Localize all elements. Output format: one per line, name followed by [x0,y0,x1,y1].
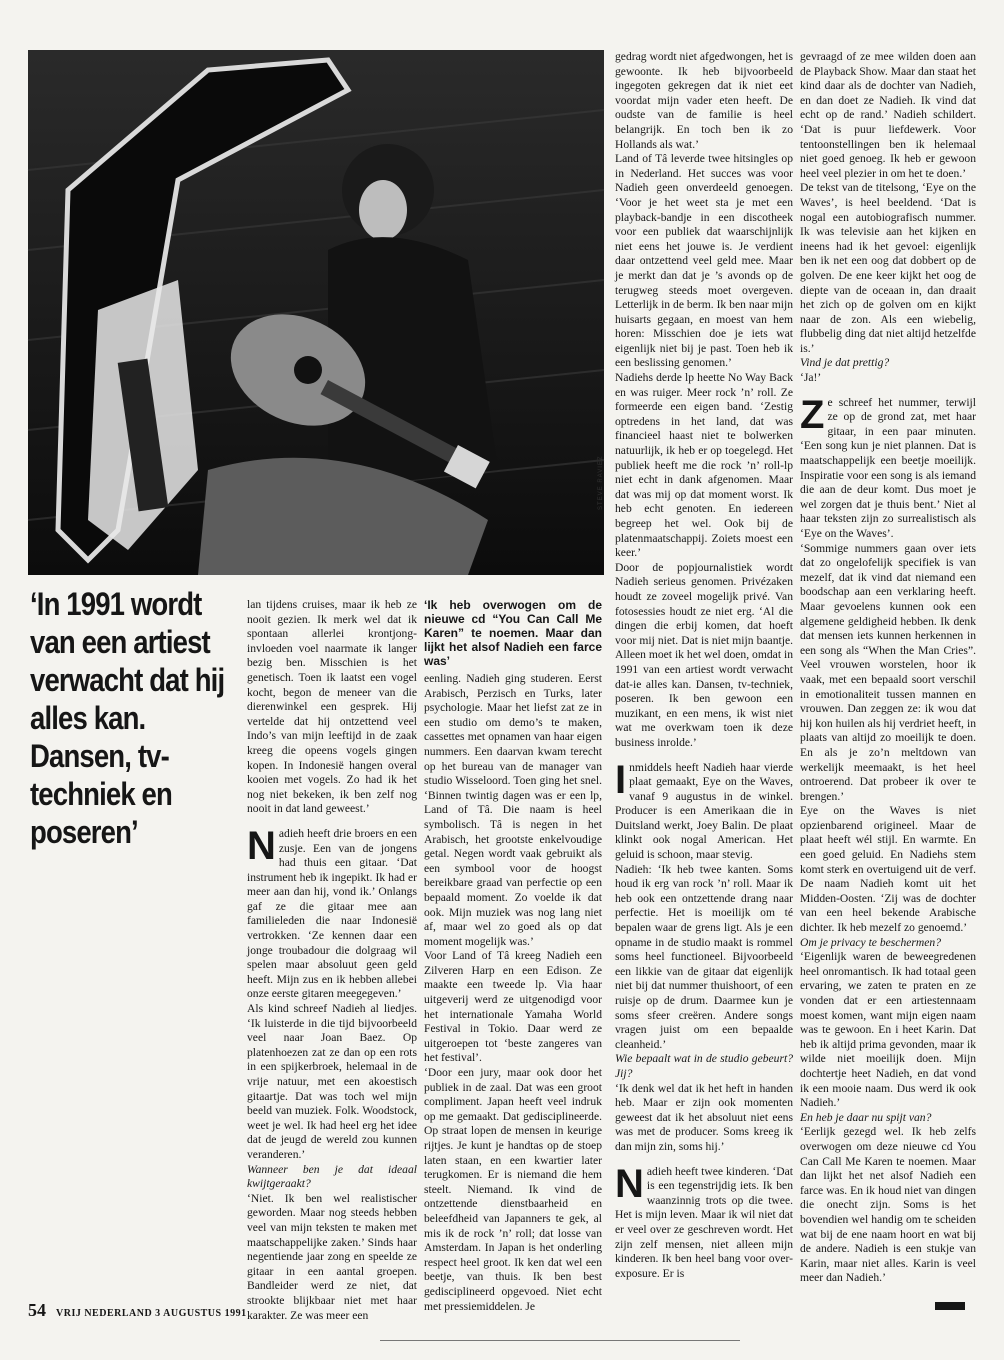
paragraph: ‘Eigenlijk waren de beweegredenen heel onromantisch. Ik had totaal geen ervaring, we zaten te praten en ze vonden dat er een artiestennaam moest komen, want mijn eigen naam was te gewoon. En i heet Karin. Dat heb ik altijd prima gevonden, maar ik wilde niet moeilijk doen. Mijn dochtertje heet Nadieh, en dat vond ik een mooie naam. Dus werd ik ook Nadieh.’ [800,950,976,1110]
paragraph: Eye on the Waves is niet opzienbarend origineel. Maar de plaat heeft wél stijl. En warmte. En een goed geluid. En Nadiehs stem komt sterk en overtuigend uit de verf. De naam Nadieh komt uit het Midden-Oosten. ‘Zij was de dochter van een heel bekende Arabische dichter. Ik heb mezelf zo genoemd.’ [800,804,976,935]
paragraph: Door de popjournalistiek wordt Nadieh serieus genomen. Privézaken houdt ze zoveel mogelijk privé. Van fotosessies houdt ze niet erg. ‘Al die dingen die erbij komen, dat hoeft voor mij niet. Dat is niet mijn baantje. Alleen moet ik het wel doen, omdat in 1991 van een artiest wordt verwacht dat-ie alles kan. Dansen, tv-techniek, poseren. Ik ben gewoon een muzikant, en een mens, ik wist niet wat me overkwam toen ik deze business inrolde.’ [615,560,793,749]
paragraph: En heb je daar nu spijt van? [800,1110,932,1124]
guitarist-photo-illustration [28,50,604,575]
paragraph: Nadiehs derde lp heette No Way Back en was ruiger. Meer rock ’n’ roll. Ze formeerde een eigen band. ‘Zestig optredens in het land, dat was financieel haast niet te bolwerken natuurlijk, ik heb er op toegelegd. Het publiek heeft me die rock ’n’ roll-lp niet echt in dank afgenomen. Maar dat was mij op dat moment worst. Ik heb echt genoten. En iedereen begreep het wel. Ook bij de platenmaatschappij. Zoiets moest een keer.’ [615,371,793,560]
article-column-2 [424,598,602,1313]
page-footer [28,1300,247,1321]
article-column-1 [247,598,417,1322]
paragraph-text: e schreef het nummer, terwijl ze op de grond zat, met haar gitaar, in een paar minuten. ‘Een song kun je niet plannen. Dat is maatschappelijk een beetje moeilijk. Inspiratie voor een song is als iemand die aan de deur komt. Dus moet je wel zorgen dat je thuis bent.’ Niet al haar teksten zijn zo surrealistisch als ‘Eye on the Waves’. [800,395,976,540]
paragraph: Wie bepaalt wat in de studio gebeurt? Jij? [615,1052,793,1080]
paragraph: ‘Niet. Ik ben wel realistischer geworden. Maar nog steeds hebben veel van mijn teksten te maken met maatschappelijke zaken.’ Sinds haar negentiende jaar zong en speelde ze gitaar in een aantal groepen. Bandleider werd ze niet, dat strookte blijkbaar niet met haar karakter. Ze was meer een [247,1191,417,1322]
paragraph-text: nmiddels heeft Nadieh haar vierde plaat gemaakt, Eye on the Waves, vanaf 9 augustus in de winkel. Producer is een Amerikaan die in Duitsland werkt, Joey Balin. De plaat klinkt ook nogal American. Het geluid is schoon, maar stevig. [615,760,793,862]
paragraph: gedrag wordt niet afgedwongen, het is gewoonte. Ik heb bijvoorbeeld ingegoten gekregen dat ik niet eet voordat mijn vader eten heeft. De oudste van de familie is heel belangrijk. En toch ben ik zo Hollands als wat.’ [615,50,793,151]
photo-credit: STEVE RAVIEZ [598,455,604,510]
magazine-issue: VRIJ NEDERLAND 3 AUGUSTUS 1991 [56,1308,247,1319]
paragraph-text: adieh heeft drie broers en een zusje. Een van de jongens had thuis een gitaar. ‘Dat instrument heb ik ingepikt. Ik had er meer aan dan hij, vond ik.’ Onlangs gaf ze die gitaar mee aan familieleden die naar Indonesië vertrokken. ‘Ze kennen daar een jonge troubadour die dolgraag wil spelen maar absoluut geen geld heeft. Mijn zus en ik hebben allebei onze eerste gitaren meegegeven.’ [247,826,417,1001]
paragraph [615,1161,793,1282]
drop-cap: I [615,757,627,802]
article-column-4 [800,50,976,1300]
paragraph: ‘Sommige nummers gaan over iets dat zo ongelofelijk specifiek is van mezelf, dat ik vind dat niemand een boodschap aan een verklaring heeft. Maar gevoelens kunnen ook een algemene geldigheid hebben. Ik denk dat mensen iets kunnen herkennen in een song als “When the Man Cries”. Veel vrouwen worstelen, hoor ik vaak, met een bepaald soort verschil in emotionaliteit tussen mannen en vrouwen. Dan zeggen ze: ik wou dat hij kon huilen als hij verdriet heeft, in plaats van altijd zo moeilijk te doen. En als je zo’n meltdown van werkelijk meemaakt, is het heel ontroerend. Dat probeer ik over te brengen.’ [800,541,976,803]
paragraph: eenling. Nadieh ging studeren. Eerst Arabisch, Perzisch en Turks, later psychologie. Maar het liefst zat ze in een studio om demo’s te maken, cassettes met opnamen van haar eigen nummers. Een daarvan kwam terecht op het bureau van de manager van studio Wisseloord. Toen ging het snel. ‘Binnen twintig dagen was er een lp, Land of Tâ. Die naam is heel symbolisch. Tâ is negen in het Arabisch, het grootste enkelvoudige getal. Negen wordt vaak gebruikt als een symbool voor de hoogst bereikbare graad van perfectie op een bepaald moment. Zo voelde ik dat ook. Mijn muziek was nog lang niet af, maar wel zo goed als op dat moment mogelijk was.’ [424,672,602,948]
paragraph: ‘Ik heb overwogen om de nieuwe cd “You Can Call Me Karen” te noemen. Maar dan lijkt het alsof Nadieh een farce was’ [424,598,602,668]
paragraph: ‘Ik denk wel dat ik het heft in handen heb. Maar er zijn ook momenten geweest dat ik het absoluut niet eens was met de producer. Soms kreeg ik dan mijn zin, soms hij.’ [615,1081,793,1153]
paragraph [800,392,976,542]
paragraph: ‘Door een jury, maar ook door het publiek in de zaal. Dat was een groot compliment. Japan heeft veel indruk op me gemaakt. Dat gedisciplineerde. Op straat lopen de mensen in keurige rijtjes. Je kunt je handtas op de stoep laten staan, en een kwartier later terugkomen. Er is niemand die hem steelt. Niemand. Ik vind de ontzettende dienstbaarheid en beleefdheid van Japanners te gek, al mis ik de rock ’n’ roll; dat losse van Amsterdam. In Japan is het onderling respect heel groot. Ik ken dat wel een beetje, van thuis. Ik ben best gedisciplineerd opgevoed. Niet echt met pressiemiddelen. Je [424,1066,602,1313]
paragraph: Nadieh: ‘Ik heb twee kanten. Soms houd ik erg van rock ’n’ roll. Maar ik heb ook een ontzettende drang naar perfectie. Het is moeilijk om té bepalen waar de grens ligt. Als je een opname in de studio maakt is rommel soms heel functioneel. Bijvoorbeeld een likkie van de gitaar dat eigenlijk niet bij dat nummer thuishoort, of een ruisje op de drum. Daarmee kun je soms sfeer creëren. Andere songs vragen juist om een bepaalde cleanheid.’ [615,862,793,1051]
pull-quote: ‘In 1991 wordt van een artiest verwacht dat hij alles kan. Dansen, tv-techniek en poseren’ [30,586,225,850]
paragraph: Wanneer ben je dat ideaal kwijtgeraakt? [247,1162,417,1191]
paragraph: ‘Eerlijk gezegd wel. Ik heb zelfs overwogen om deze nieuwe cd You Can Call Me Karen te noemen. Maar dan lijkt het net alsof Nadieh een farce was. En ik houd niet van dingen die onecht zijn. Soms is het bovendien wel handig om te scheiden wat bij de ene naam hoort en wat bij de andere. Nadieh is een stukje van Karin, maar niet alles. Karin is veel meer dan Nadieh.’ [800,1125,976,1285]
paragraph: De tekst van de titelsong, ‘Eye on the Waves’, is heel beeldend. ‘Dat is nogal een autobiografisch nummer. Ik was televisie aan het kijken en ineens had ik het gevoel: eigenlijk ben ik net een oog dat dobbert op de golven. De ene keer kijkt het oog de diepte van de oceaan in, dan draait het zich op de golven om en kijkt naar de zon. Als een wiebelig, flubbelig ding dat niet altijd hetzelfde is.’ [800,181,976,355]
drop-cap: N [247,823,276,868]
paragraph: Land of Tâ leverde twee hitsingles op in Nederland. Het succes was voor Nadieh geen onverdeeld genoegen. ‘Voor je het weet sta je met een playback-bandje in een discotheek voor een publiek dat waarschijnlijk niet eens het jouwe is. Je verdient daar ontzettend veel geld mee. Maar je merkt dan dat je ’s avonds op de terugweg steeds moet overgeven. Letterlijk in de berm. Ik ben naar mijn huisarts gegaan, en moest van hem horen: Misschien doe je iets wat eigenlijk niet bij je past. Toen heb ik een beslissing genomen.’ [615,152,793,370]
drop-cap: Z [800,392,825,437]
paragraph-text: adieh heeft twee kinderen. ‘Dat is een tegenstrijdig iets. Ik ben waanzinnig trots op die twee. Het is mijn leven. Maar ik wil niet dat er veel over ze geschreven wordt. Het zijn zelf mensen, niet alleen mijn kinderen. Ik ben heel bang voor over-exposure. Er is [615,1164,793,1280]
drop-cap: N [615,1161,644,1206]
paragraph: Als kind schreef Nadieh al liedjes. ‘Ik luisterde in die tijd bijvoorbeeld veel naar Joan Baez. Op platenhoezen zat ze dan op een rots in een spijkerbroek, helemaal in de vrije natuur, met een akoestisch gitaartje. Dat was toch wel mijn beeld van muziek. Folk. Woodstock, weet je wel. Ik had heel erg het idee dat de jeugd de wereld zou kunnen veranderen.’ [247,1002,417,1161]
paragraph: Om je privacy te beschermen? [800,935,942,949]
paragraph: Vind je dat prettig? [800,356,890,370]
footer-rule [380,1340,740,1341]
paragraph: lan tijdens cruises, maar ik heb ze nooit gezien. Ik merk wel dat ik spontaan allerlei krontjong-invloeden voel naarmate ik langer bezig ben. Misschien is het genetisch. Toen ik laatst een vogel kocht, begon de meneer van die dierenwinkel een gesprek. Hij vertelde dat hij ontzettend veel Indo’s van mijn leeftijd in de zaak kreeg die opeens vogels gingen kopen. In Indonesië hangen overal kooien met vogels. Zo had ik het nog niet bekeken, ik ben zelf nog nooit in dat land geweest.’ [247,598,417,816]
paragraph: Voor Land of Tâ kreeg Nadieh een Zilveren Harp en een Edison. Ze maakte een tweede lp. Via haar uitgeverij werd ze uitgenodigd voor het internationale Yamaha World Festival in Tokio. Daar werd ze uitgeroepen tot ‘beste zangeres van het festival’. [424,949,602,1065]
paragraph: ‘Ja!’ [800,371,822,385]
article-column-3 [615,50,793,1300]
article-photo [28,50,604,575]
end-mark [935,1302,965,1310]
paragraph [615,757,793,863]
paragraph: gevraagd of ze mee wilden doen aan de Playback Show. Maar dan staat het kind daar als de dochter van Nadieh, en dan doet ze Nadieh. Ik vind dat echt op de rand.’ Nadieh schildert. ‘Dat is puur liefdewerk. Voor tentoonstellingen ben ik helemaal niet goed genoeg. Ik heb er gewoon heel veel plezier in om het te doen.’ [800,50,977,180]
page-number: 54 [28,1300,46,1320]
paragraph [247,823,417,1002]
